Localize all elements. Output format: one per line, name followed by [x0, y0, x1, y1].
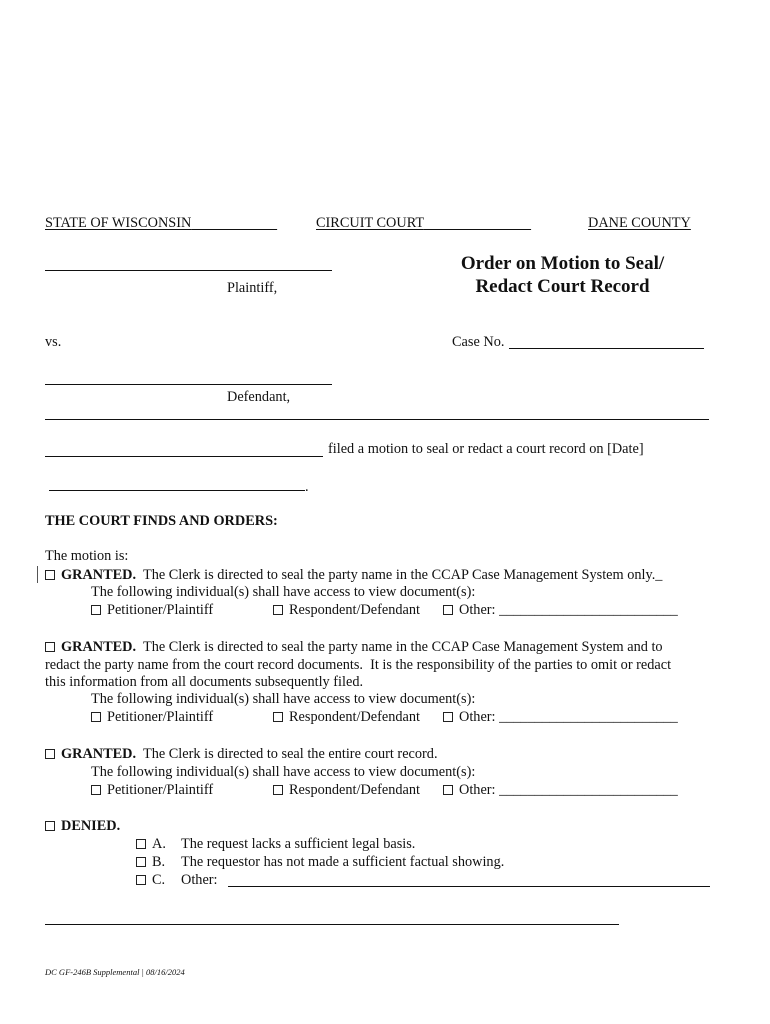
- option3-other-checkbox[interactable]: [443, 785, 453, 795]
- findings-heading: THE COURT FINDS AND ORDERS:: [45, 513, 278, 529]
- signature-line[interactable]: [45, 924, 619, 925]
- option3-petitioner-checkbox[interactable]: [91, 785, 101, 795]
- option2-access-text: The following individual(s) shall have access to view document(s):: [91, 691, 476, 707]
- option3-petitioner: Petitioner/Plaintiff: [91, 782, 213, 799]
- plaintiff-label: Plaintiff,: [227, 280, 278, 296]
- denied-c-checkbox[interactable]: [136, 875, 146, 885]
- option2-text-line3: this information from all documents subsequently filed.: [45, 674, 364, 690]
- option2-other-checkbox[interactable]: [443, 712, 453, 722]
- option3-respondent: Respondent/Defendant: [273, 782, 420, 799]
- caption-separator: [45, 419, 709, 420]
- option1-granted-label: GRANTED.: [61, 567, 137, 583]
- option2-petitioner: Petitioner/Plaintiff: [91, 709, 213, 726]
- vs-label: vs.: [45, 334, 62, 350]
- option1-text: The Clerk is directed to seal the party name in the CCAP Case Management System only._: [142, 567, 663, 583]
- option1-other: Other: _________________________: [443, 602, 678, 619]
- denied-a-checkbox[interactable]: [136, 839, 146, 849]
- option1-respondent-checkbox[interactable]: [273, 605, 283, 615]
- plaintiff-name-line[interactable]: [45, 270, 332, 271]
- denied-row: [45, 818, 120, 835]
- denied-a-text: The request lacks a sufficient legal basis.: [181, 836, 416, 852]
- option2-petitioner-checkbox[interactable]: [91, 712, 101, 722]
- option1-row: [45, 567, 662, 584]
- denied-a-row: A.: [136, 836, 166, 853]
- option3-access-text: The following individual(s) shall have access to view document(s):: [91, 764, 476, 780]
- denied-checkbox[interactable]: [45, 821, 55, 831]
- case-no-field[interactable]: [509, 348, 704, 349]
- period: .: [305, 479, 309, 495]
- motion-statement: filed a motion to seal or redact a court record on [Date]: [328, 441, 644, 457]
- denied-b-text: The requestor has not made a sufficient factual showing.: [181, 854, 505, 870]
- denied-c-row: C.: [136, 872, 165, 889]
- option1-access-text: The following individual(s) shall have access to view document(s):: [91, 584, 476, 600]
- denied-b-checkbox[interactable]: [136, 857, 146, 867]
- defendant-label: Defendant,: [227, 389, 291, 405]
- defendant-name-line[interactable]: [45, 384, 332, 385]
- denied-b-row: B.: [136, 854, 165, 871]
- denied-other-line[interactable]: [228, 886, 710, 887]
- option2-text-line1: The Clerk is directed to seal the party name in the CCAP Case Management System and to: [142, 639, 663, 655]
- option1-other-checkbox[interactable]: [443, 605, 453, 615]
- option3-other: Other: _________________________: [443, 782, 678, 799]
- motion-is-label: The motion is:: [45, 548, 129, 564]
- option3-respondent-checkbox[interactable]: [273, 785, 283, 795]
- option1-petitioner: Petitioner/Plaintiff: [91, 602, 213, 619]
- document-title-line1: Order on Motion to Seal/: [460, 253, 665, 274]
- form-footer: DC GF-246B Supplemental | 08/16/2024: [45, 967, 185, 977]
- text-cursor: [37, 566, 38, 583]
- document-title-line2: Redact Court Record: [475, 276, 650, 297]
- option3-checkbox[interactable]: [45, 749, 55, 759]
- motion-date-line[interactable]: [49, 490, 305, 491]
- option2-text-line2: redact the party name from the court record documents. It is the responsibility of the parties to omit or redact: [45, 657, 672, 673]
- option1-checkbox[interactable]: [45, 570, 55, 580]
- option3-granted-label: GRANTED.: [61, 746, 137, 762]
- movant-name-line[interactable]: [45, 456, 323, 457]
- header-state: STATE OF WISCONSIN: [45, 215, 192, 231]
- denied-c-text: Other:: [181, 872, 218, 888]
- option3-text: The Clerk is directed to seal the entire court record.: [142, 746, 438, 762]
- case-no-label: Case No.: [452, 334, 505, 350]
- option1-petitioner-checkbox[interactable]: [91, 605, 101, 615]
- option2-other: Other: _________________________: [443, 709, 678, 726]
- option2-row: [45, 639, 663, 656]
- option2-checkbox[interactable]: [45, 642, 55, 652]
- denied-label: DENIED.: [61, 818, 121, 834]
- option2-respondent-checkbox[interactable]: [273, 712, 283, 722]
- option2-granted-label: GRANTED.: [61, 639, 137, 655]
- option3-row: [45, 746, 438, 763]
- header-county: DANE COUNTY: [588, 215, 691, 231]
- option1-respondent: Respondent/Defendant: [273, 602, 420, 619]
- option2-respondent: Respondent/Defendant: [273, 709, 420, 726]
- header-court: CIRCUIT COURT: [316, 215, 424, 231]
